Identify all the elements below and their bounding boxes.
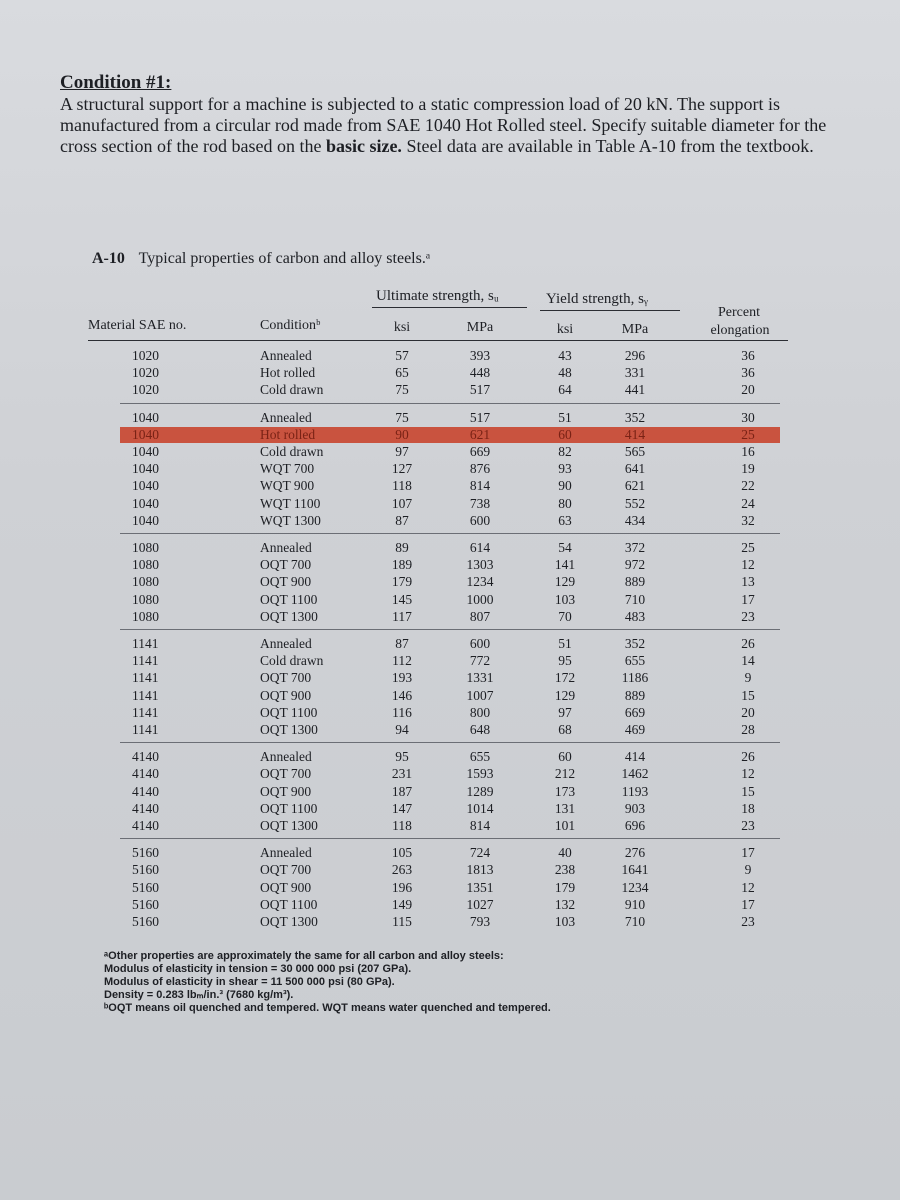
cell-yield-ksi: 129 xyxy=(554,687,576,703)
cell-ultimate-mpa: 655 xyxy=(469,749,491,765)
cell-ultimate-mpa: 1351 xyxy=(466,879,494,895)
cell-elongation: 9 xyxy=(744,862,752,878)
cell-ultimate-mpa: 1014 xyxy=(466,800,494,816)
cell-ultimate-ksi: 90 xyxy=(395,426,409,442)
table-row xyxy=(120,845,780,861)
cell-ultimate-mpa: 448 xyxy=(469,365,491,381)
condition-text xyxy=(60,94,860,157)
cell-ultimate-ksi: 146 xyxy=(391,687,413,703)
cell-ultimate-ksi: 95 xyxy=(395,749,409,765)
cell-ultimate-ksi: 189 xyxy=(391,557,413,573)
cell-yield-mpa: 889 xyxy=(624,687,646,703)
cell-ultimate-mpa: 724 xyxy=(469,845,491,861)
ultimate-strength-rule xyxy=(372,307,527,308)
footnote-line: ᵃOther properties are approximately the same for all carbon and alloy steels: xyxy=(104,950,504,962)
cell-yield-ksi: 82 xyxy=(558,444,572,459)
cell-yield-mpa: 296 xyxy=(624,348,646,363)
table-caption xyxy=(92,250,430,268)
table-row xyxy=(120,688,780,704)
cell-elongation: 22 xyxy=(741,478,755,494)
cell-material: 1080 xyxy=(132,540,159,555)
cell-condition: Annealed xyxy=(260,348,312,363)
header-condition: Conditionᵇ xyxy=(260,318,321,333)
cell-yield-ksi: 70 xyxy=(558,608,572,624)
table-row xyxy=(120,461,780,477)
yield-strength-group-header: Yield strength, sᵧ xyxy=(546,291,648,307)
cell-yield-ksi: 90 xyxy=(558,478,572,494)
cell-elongation: 36 xyxy=(741,365,755,381)
cell-condition: Annealed xyxy=(260,845,312,861)
cell-material: 1040 xyxy=(132,426,159,442)
cell-condition: OQT 900 xyxy=(260,783,312,799)
cell-material: 5160 xyxy=(132,862,159,878)
cell-ultimate-ksi: 187 xyxy=(391,783,413,799)
cell-condition: Annealed xyxy=(260,749,312,765)
cell-condition: Cold drawn xyxy=(260,382,324,398)
table-row xyxy=(120,382,780,398)
cell-yield-ksi: 131 xyxy=(554,800,576,816)
table-caption-text: Typical properties of carbon and alloy steels.ᵃ xyxy=(138,250,431,267)
cell-ultimate-mpa: 738 xyxy=(469,495,491,511)
cell-ultimate-mpa: 1007 xyxy=(466,687,494,703)
cell-ultimate-ksi: 87 xyxy=(395,512,409,528)
table-row xyxy=(120,818,780,834)
cell-yield-ksi: 173 xyxy=(554,783,576,799)
cell-yield-ksi: 101 xyxy=(554,818,576,833)
table-number: A-10 xyxy=(92,250,125,267)
cell-ultimate-ksi: 118 xyxy=(392,818,412,833)
cell-ultimate-ksi: 75 xyxy=(395,382,409,398)
table-row xyxy=(120,365,780,381)
cell-condition: Annealed xyxy=(260,636,312,651)
cell-condition: OQT 1300 xyxy=(260,722,318,737)
cell-ultimate-mpa: 600 xyxy=(469,636,491,651)
cell-ultimate-mpa: 393 xyxy=(469,348,491,363)
cell-yield-ksi: 51 xyxy=(558,636,572,651)
cell-yield-mpa: 352 xyxy=(624,636,646,651)
table-row xyxy=(120,348,780,364)
condition-text-bold: basic size. xyxy=(325,136,402,156)
cell-condition: Cold drawn xyxy=(260,653,324,669)
cell-ultimate-ksi: 115 xyxy=(392,914,412,929)
cell-condition: OQT 700 xyxy=(260,862,312,878)
table-row xyxy=(120,784,780,800)
cell-material: 1080 xyxy=(132,608,159,624)
cell-material: 5160 xyxy=(132,914,159,929)
cell-condition: OQT 1300 xyxy=(260,818,318,833)
cell-yield-ksi: 172 xyxy=(554,670,576,686)
table-row xyxy=(120,722,780,738)
cell-yield-mpa: 910 xyxy=(624,896,646,912)
footnote-line: Modulus of elasticity in tension = 30 000 000 psi (207 GPa). xyxy=(104,963,412,975)
cell-yield-mpa: 414 xyxy=(624,426,646,442)
cell-material: 4140 xyxy=(132,783,159,799)
cell-ultimate-mpa: 772 xyxy=(469,653,491,669)
table-row xyxy=(120,410,780,426)
ultimate-strength-group-header: Ultimate strength, sᵤ xyxy=(376,288,499,304)
cell-yield-ksi: 68 xyxy=(558,722,572,737)
cell-ultimate-mpa: 814 xyxy=(469,478,491,494)
cell-ultimate-ksi: 149 xyxy=(391,896,413,912)
group-separator xyxy=(120,629,780,630)
cell-material: 5160 xyxy=(132,845,159,861)
cell-ultimate-ksi: 87 xyxy=(395,636,409,651)
cell-ultimate-ksi: 145 xyxy=(391,591,413,607)
cell-elongation: 15 xyxy=(741,687,755,703)
cell-condition: WQT 900 xyxy=(260,478,315,494)
cell-condition: OQT 900 xyxy=(260,687,312,703)
percent-header: Percent xyxy=(718,305,760,320)
cell-condition: Annealed xyxy=(260,409,312,425)
cell-yield-mpa: 276 xyxy=(624,845,646,861)
cell-yield-mpa: 641 xyxy=(624,461,646,477)
cell-yield-mpa: 621 xyxy=(624,478,646,494)
cell-elongation: 9 xyxy=(744,670,752,686)
cell-condition: OQT 1100 xyxy=(260,896,318,912)
group-separator xyxy=(120,533,780,534)
cell-elongation: 12 xyxy=(741,879,755,895)
header-elongation: elongation xyxy=(710,323,770,338)
header-yield-mpa: MPa xyxy=(621,322,649,337)
table-row xyxy=(120,609,780,625)
cell-ultimate-ksi: 263 xyxy=(391,862,413,878)
cell-material: 1141 xyxy=(132,636,159,651)
cell-material: 4140 xyxy=(132,749,159,765)
cell-condition: Cold drawn xyxy=(260,444,324,459)
cell-ultimate-ksi: 112 xyxy=(392,653,412,669)
cell-condition: OQT 900 xyxy=(260,574,312,590)
cell-elongation: 26 xyxy=(741,749,755,765)
cell-yield-mpa: 710 xyxy=(624,591,646,607)
cell-material: 1040 xyxy=(132,512,159,528)
table-row xyxy=(120,705,780,721)
cell-yield-ksi: 103 xyxy=(554,914,576,929)
cell-ultimate-ksi: 65 xyxy=(395,365,409,381)
cell-material: 1141 xyxy=(132,687,159,703)
cell-material: 1141 xyxy=(132,722,159,737)
cell-ultimate-mpa: 1331 xyxy=(466,670,494,686)
cell-material: 4140 xyxy=(132,766,159,782)
cell-elongation: 25 xyxy=(741,426,755,442)
cell-condition: WQT 1100 xyxy=(260,495,321,511)
cell-elongation: 18 xyxy=(741,800,755,816)
cell-material: 5160 xyxy=(132,879,159,895)
cell-yield-ksi: 80 xyxy=(558,495,572,511)
cell-yield-ksi: 51 xyxy=(558,409,572,425)
table-row xyxy=(120,880,780,896)
cell-material: 1080 xyxy=(132,591,159,607)
cell-ultimate-mpa: 1234 xyxy=(466,574,494,590)
cell-ultimate-mpa: 807 xyxy=(469,608,491,624)
cell-yield-ksi: 212 xyxy=(554,766,576,782)
cell-elongation: 14 xyxy=(741,653,755,669)
condition-text-part-b: Steel data are available in Table A-10 from the textbook. xyxy=(401,136,814,156)
cell-ultimate-ksi: 118 xyxy=(392,478,412,494)
table-row xyxy=(120,862,780,878)
group-separator xyxy=(120,742,780,743)
cell-condition: OQT 700 xyxy=(260,766,312,782)
cell-ultimate-ksi: 97 xyxy=(395,444,409,459)
cell-yield-ksi: 97 xyxy=(558,704,572,720)
cell-ultimate-mpa: 1000 xyxy=(466,591,494,607)
table-row xyxy=(120,897,780,913)
cell-elongation: 20 xyxy=(741,382,755,398)
cell-yield-mpa: 414 xyxy=(624,749,646,765)
cell-ultimate-ksi: 147 xyxy=(391,800,413,816)
cell-yield-ksi: 54 xyxy=(558,540,572,555)
cell-yield-mpa: 972 xyxy=(624,557,646,573)
cell-material: 1020 xyxy=(132,348,159,363)
cell-elongation: 23 xyxy=(741,818,755,833)
cell-yield-mpa: 1462 xyxy=(621,766,649,782)
cell-ultimate-ksi: 231 xyxy=(391,766,413,782)
cell-ultimate-mpa: 800 xyxy=(469,704,491,720)
cell-material: 1141 xyxy=(132,653,159,669)
cell-elongation: 28 xyxy=(741,722,755,737)
cell-condition: WQT 700 xyxy=(260,461,315,477)
cell-yield-ksi: 132 xyxy=(554,896,576,912)
cell-ultimate-mpa: 876 xyxy=(469,461,491,477)
cell-elongation: 23 xyxy=(741,914,755,929)
footnote-line: ᵇOQT means oil quenched and tempered. WQT means water quenched and tempered. xyxy=(104,1002,551,1014)
condition-text-part-a: A structural support for a machine is subjected to a static compression load of 20 kN. The support is manufactured from a circular rod made from SAE 1040 Hot Rolled steel. Specify suitable diameter for the cross section of the rod based on the xyxy=(60,94,827,156)
cell-ultimate-mpa: 1289 xyxy=(466,783,494,799)
footnote-line: Modulus of elasticity in shear = 11 500 000 psi (80 GPa). xyxy=(104,976,395,988)
cell-yield-ksi: 43 xyxy=(558,348,572,363)
cell-condition: OQT 1100 xyxy=(260,704,318,720)
cell-yield-ksi: 238 xyxy=(554,862,576,878)
cell-elongation: 30 xyxy=(741,409,755,425)
cell-ultimate-ksi: 196 xyxy=(391,879,413,895)
cell-ultimate-mpa: 517 xyxy=(469,382,491,398)
cell-elongation: 12 xyxy=(741,557,755,573)
cell-ultimate-ksi: 117 xyxy=(392,608,412,624)
cell-elongation: 20 xyxy=(741,704,755,720)
cell-yield-mpa: 441 xyxy=(624,382,646,398)
cell-elongation: 17 xyxy=(741,845,755,861)
table-row xyxy=(120,540,780,556)
cell-yield-mpa: 669 xyxy=(624,704,646,720)
cell-ultimate-mpa: 1027 xyxy=(466,896,494,912)
cell-yield-ksi: 63 xyxy=(558,512,572,528)
cell-material: 1080 xyxy=(132,557,159,573)
cell-elongation: 32 xyxy=(741,512,755,528)
table-row-highlighted xyxy=(120,427,780,443)
cell-ultimate-ksi: 107 xyxy=(391,495,413,511)
cell-condition: OQT 1100 xyxy=(260,591,318,607)
table-row xyxy=(120,557,780,573)
cell-yield-mpa: 1186 xyxy=(621,670,649,686)
cell-material: 1040 xyxy=(132,409,159,425)
cell-elongation: 26 xyxy=(741,636,755,651)
cell-ultimate-ksi: 75 xyxy=(395,409,409,425)
cell-yield-mpa: 469 xyxy=(624,722,646,737)
cell-ultimate-ksi: 94 xyxy=(395,722,409,737)
cell-condition: Hot rolled xyxy=(260,426,316,442)
table-row xyxy=(120,444,780,460)
cell-material: 1040 xyxy=(132,444,159,459)
cell-yield-mpa: 696 xyxy=(624,818,646,833)
header-ultimate-mpa: MPa xyxy=(466,320,494,335)
cell-ultimate-mpa: 621 xyxy=(469,426,491,442)
cell-yield-mpa: 434 xyxy=(624,512,646,528)
cell-yield-mpa: 565 xyxy=(624,444,646,459)
cell-yield-mpa: 1193 xyxy=(621,783,649,799)
cell-yield-mpa: 1641 xyxy=(621,862,649,878)
table-row xyxy=(120,478,780,494)
cell-ultimate-mpa: 648 xyxy=(469,722,491,737)
table-row xyxy=(120,592,780,608)
table-row xyxy=(120,670,780,686)
cell-yield-ksi: 179 xyxy=(554,879,576,895)
table-row xyxy=(120,636,780,652)
cell-yield-mpa: 903 xyxy=(624,800,646,816)
table-row xyxy=(120,574,780,590)
cell-yield-ksi: 48 xyxy=(558,365,572,381)
cell-condition: OQT 1300 xyxy=(260,608,318,624)
cell-material: 4140 xyxy=(132,800,159,816)
cell-ultimate-mpa: 614 xyxy=(469,540,491,555)
cell-ultimate-mpa: 1303 xyxy=(466,557,494,573)
cell-condition: OQT 700 xyxy=(260,557,312,573)
cell-elongation: 36 xyxy=(741,348,755,363)
cell-yield-mpa: 1234 xyxy=(621,879,649,895)
cell-condition: OQT 700 xyxy=(260,670,312,686)
cell-ultimate-ksi: 116 xyxy=(392,704,412,720)
cell-elongation: 24 xyxy=(741,495,755,511)
cell-yield-mpa: 352 xyxy=(624,409,646,425)
cell-ultimate-ksi: 179 xyxy=(391,574,413,590)
cell-yield-mpa: 710 xyxy=(624,914,646,929)
cell-yield-ksi: 64 xyxy=(558,382,572,398)
cell-ultimate-ksi: 127 xyxy=(391,461,413,477)
cell-elongation: 15 xyxy=(741,783,755,799)
cell-elongation: 17 xyxy=(741,591,755,607)
cell-elongation: 13 xyxy=(741,574,755,590)
table-row xyxy=(120,496,780,512)
table-row xyxy=(120,653,780,669)
cell-condition: OQT 1100 xyxy=(260,800,318,816)
cell-material: 1020 xyxy=(132,382,159,398)
table-row xyxy=(120,766,780,782)
cell-ultimate-mpa: 669 xyxy=(469,444,491,459)
cell-yield-mpa: 889 xyxy=(624,574,646,590)
cell-ultimate-ksi: 193 xyxy=(391,670,413,686)
cell-yield-ksi: 95 xyxy=(558,653,572,669)
cell-material: 1040 xyxy=(132,495,159,511)
cell-elongation: 16 xyxy=(741,444,755,459)
cell-condition: Hot rolled xyxy=(260,365,316,381)
cell-material: 1040 xyxy=(132,461,159,477)
cell-elongation: 12 xyxy=(741,766,755,782)
table-row xyxy=(120,914,780,930)
cell-ultimate-ksi: 105 xyxy=(391,845,413,861)
cell-condition: OQT 900 xyxy=(260,879,312,895)
cell-condition: OQT 1300 xyxy=(260,914,318,929)
cell-yield-ksi: 40 xyxy=(558,845,572,861)
cell-yield-mpa: 483 xyxy=(624,608,646,624)
cell-ultimate-mpa: 814 xyxy=(469,818,491,833)
cell-ultimate-ksi: 57 xyxy=(395,348,409,363)
table-row xyxy=(120,513,780,529)
cell-yield-ksi: 141 xyxy=(554,557,576,573)
condition-title: Condition #1: xyxy=(60,72,172,93)
cell-ultimate-ksi: 89 xyxy=(395,540,409,555)
header-ultimate-ksi: ksi xyxy=(393,320,411,335)
group-separator xyxy=(120,403,780,404)
table-row xyxy=(120,801,780,817)
table-footnotes xyxy=(104,950,804,1015)
cell-ultimate-mpa: 793 xyxy=(469,914,491,929)
cell-material: 1080 xyxy=(132,574,159,590)
header-material: Material SAE no. xyxy=(88,318,187,333)
cell-yield-ksi: 60 xyxy=(558,749,572,765)
cell-yield-mpa: 372 xyxy=(624,540,646,555)
footnote-line: Density = 0.283 lbₘ/in.³ (7680 kg/m³). xyxy=(104,989,294,1001)
cell-ultimate-mpa: 517 xyxy=(469,409,491,425)
cell-elongation: 17 xyxy=(741,896,755,912)
cell-yield-ksi: 93 xyxy=(558,461,572,477)
table-row xyxy=(120,749,780,765)
cell-elongation: 23 xyxy=(741,608,755,624)
cell-ultimate-mpa: 1813 xyxy=(466,862,494,878)
cell-yield-ksi: 60 xyxy=(558,426,572,442)
cell-condition: WQT 1300 xyxy=(260,512,321,528)
cell-material: 1040 xyxy=(132,478,159,494)
header-yield-ksi: ksi xyxy=(556,322,574,337)
cell-material: 1141 xyxy=(132,704,159,720)
yield-strength-rule xyxy=(540,310,680,311)
cell-material: 5160 xyxy=(132,896,159,912)
cell-yield-mpa: 655 xyxy=(624,653,646,669)
cell-material: 1141 xyxy=(132,670,159,686)
cell-elongation: 25 xyxy=(741,540,755,555)
cell-yield-ksi: 129 xyxy=(554,574,576,590)
cell-yield-mpa: 331 xyxy=(624,365,646,381)
cell-material: 4140 xyxy=(132,818,159,833)
header-rule xyxy=(88,340,788,341)
cell-ultimate-mpa: 600 xyxy=(469,512,491,528)
cell-ultimate-mpa: 1593 xyxy=(466,766,494,782)
cell-elongation: 19 xyxy=(741,461,755,477)
group-separator xyxy=(120,838,780,839)
cell-material: 1020 xyxy=(132,365,159,381)
cell-yield-mpa: 552 xyxy=(624,495,646,511)
cell-yield-ksi: 103 xyxy=(554,591,576,607)
cell-condition: Annealed xyxy=(260,540,312,555)
